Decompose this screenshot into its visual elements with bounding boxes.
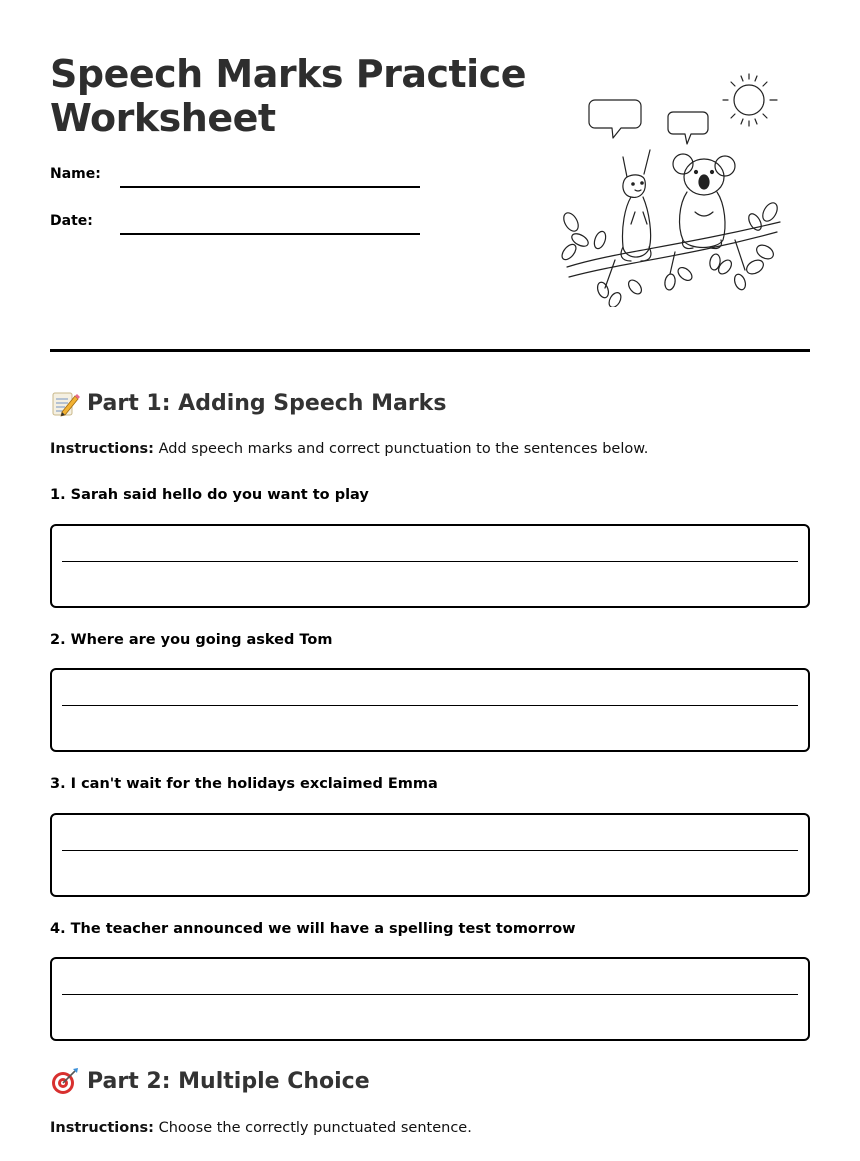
answer-box-2[interactable] [50,668,810,752]
part2-instructions-text: Choose the correctly punctuated sentence. [153,1120,472,1136]
part1-instructions-text: Add speech marks and correct punctuation to the sentences below. [153,441,649,457]
part2-heading-text: Part 2: Multiple Choice [87,1068,370,1094]
question-3: 3. I can't wait for the holidays exclaimed Emma [50,776,438,792]
answer-line [62,561,798,562]
header-divider [50,349,810,352]
leaves [559,200,780,307]
memo-pencil-icon [50,388,80,418]
title-line-1: Speech Marks Practice [50,52,526,96]
sun-icon [723,74,777,126]
question-4: 4. The teacher announced we will have a spelling test tomorrow [50,921,576,937]
name-label: Name: [50,166,101,182]
title-line-2: Worksheet [50,96,276,140]
answer-line [62,850,798,851]
answer-line [62,994,798,995]
part1-instructions [50,441,648,457]
worksheet-title [50,52,526,140]
kangaroo-figure [621,150,651,261]
speech-bubble-left [589,100,641,138]
answer-box-3[interactable] [50,813,810,897]
tree-branch [567,222,780,277]
part2-instructions-label: Instructions: [50,1120,154,1136]
date-field[interactable] [120,233,420,235]
part1-heading-text: Part 1: Adding Speech Marks [87,390,447,416]
part2-heading [50,1066,370,1096]
dart-target-icon [50,1066,80,1096]
answer-box-1[interactable] [50,524,810,608]
part1-heading [50,388,446,418]
answer-line [62,705,798,706]
part1-instructions-label: Instructions: [50,441,154,457]
question-1: 1. Sarah said hello do you want to play [50,487,369,503]
question-2: 2. Where are you going asked Tom [50,632,333,648]
name-field[interactable] [120,186,420,188]
koala-kangaroo-illustration [555,62,785,307]
part2-instructions [50,1120,472,1136]
answer-box-4[interactable] [50,957,810,1041]
speech-bubble-right [668,112,708,144]
date-label: Date: [50,213,93,229]
